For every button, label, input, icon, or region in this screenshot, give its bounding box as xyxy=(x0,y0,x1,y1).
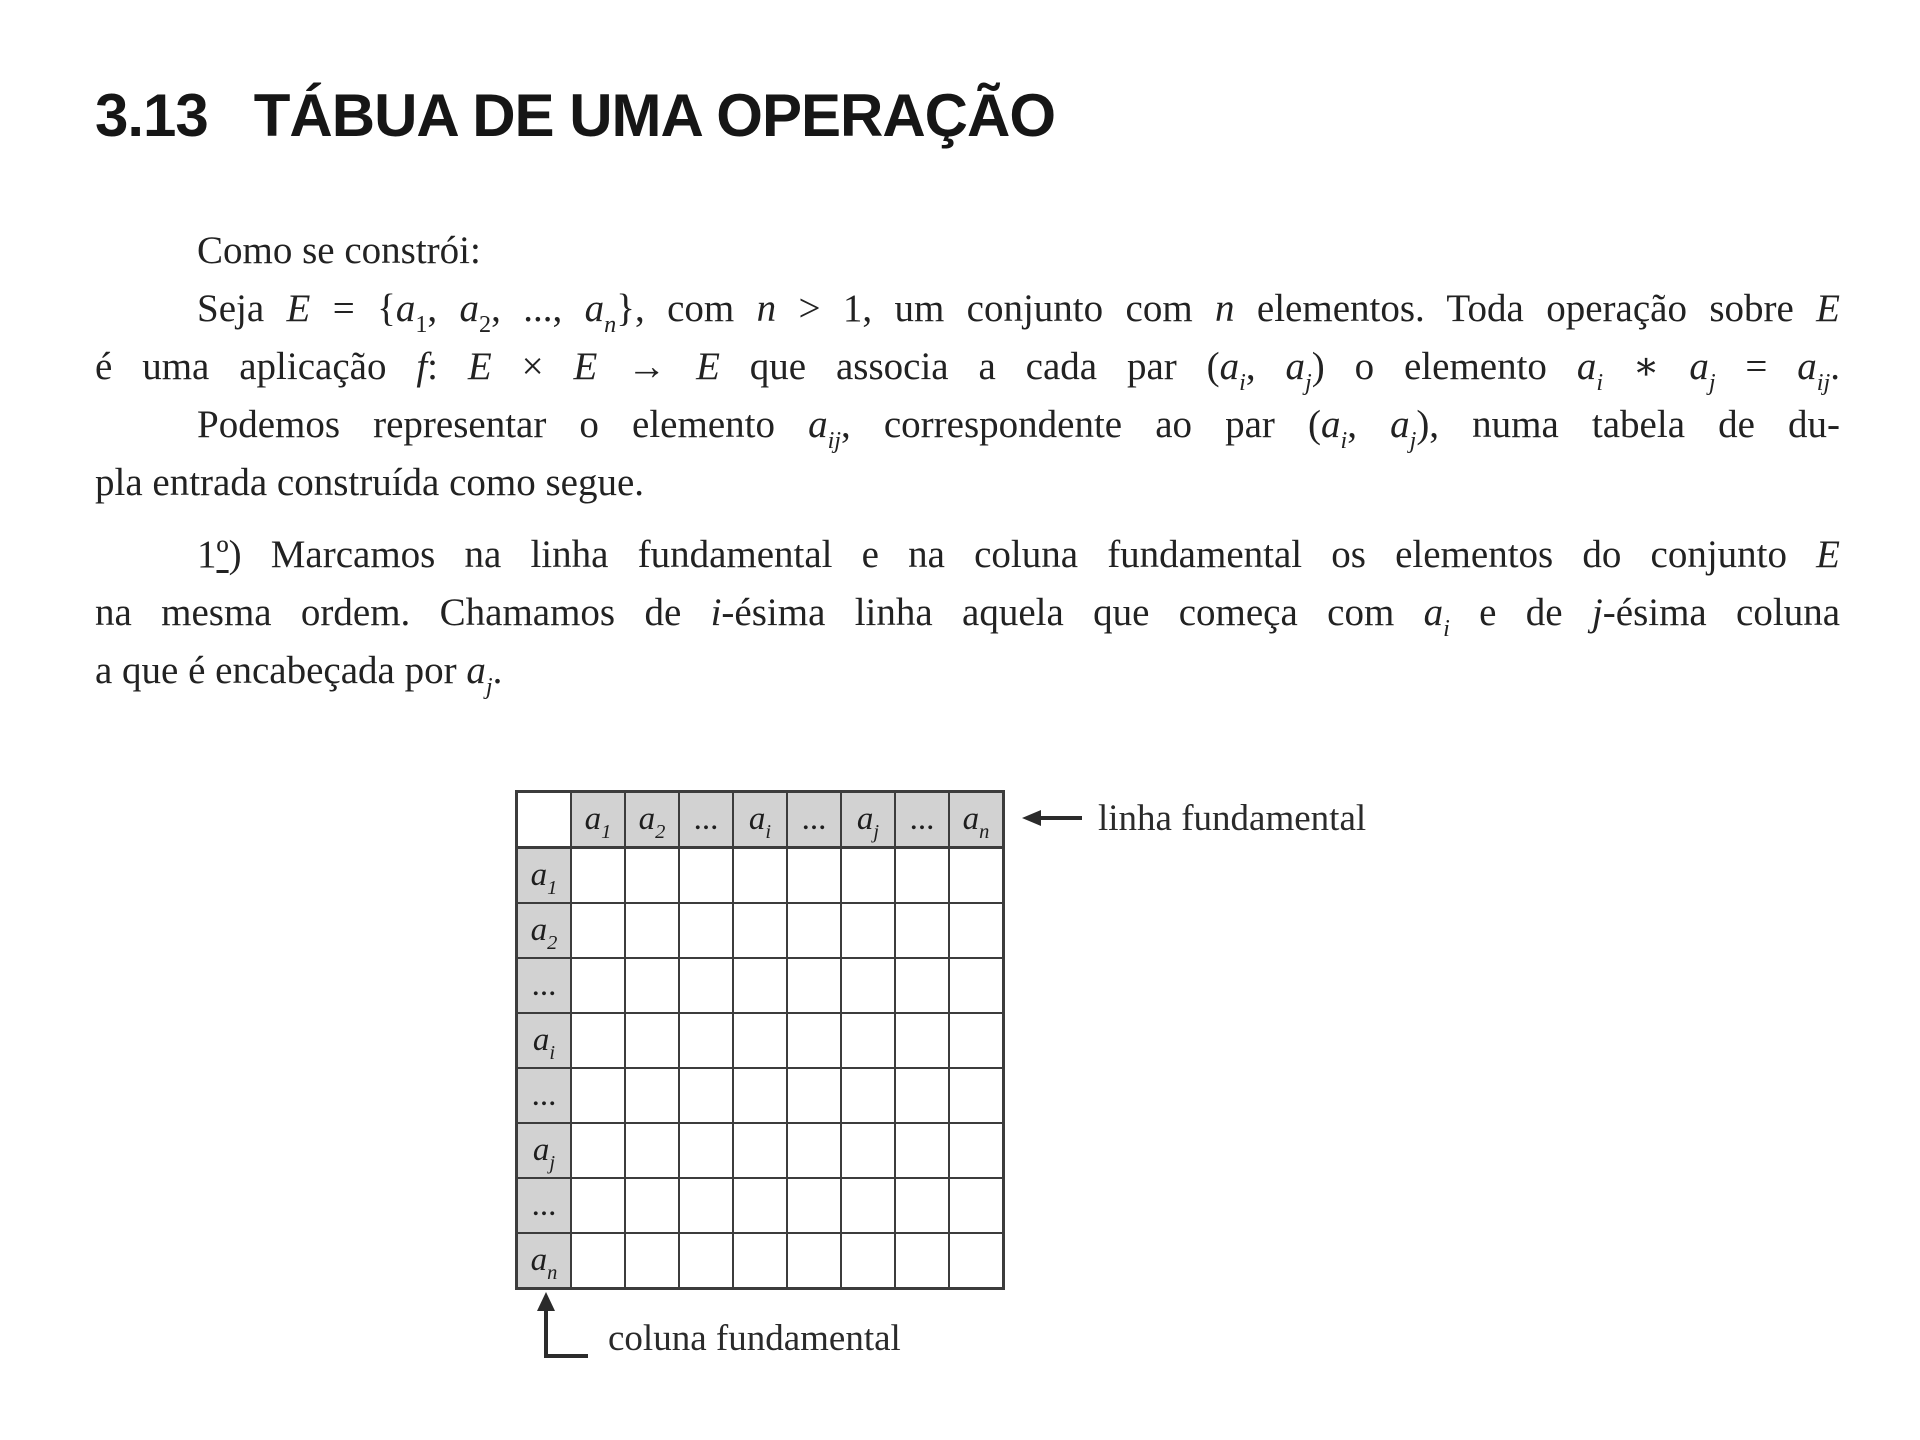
body-cell xyxy=(679,958,733,1013)
body-cell xyxy=(625,903,679,958)
row-header-cell: $a_i$ xyxy=(517,1013,572,1068)
row-header-cell: $a_j$ xyxy=(517,1123,572,1178)
row-header-cell: $a_n$ xyxy=(517,1233,572,1289)
body-cell xyxy=(895,1013,949,1068)
body-text xyxy=(95,222,1840,700)
body-line: Como se constrói: xyxy=(197,229,481,272)
body-cell xyxy=(949,1178,1004,1233)
linha-fundamental-label: linha fundamental xyxy=(1098,797,1367,839)
body-cell xyxy=(787,903,841,958)
body-cell xyxy=(679,848,733,904)
body-cell xyxy=(571,848,625,904)
row-header-cell: $a_1$ xyxy=(517,848,572,904)
body-cell xyxy=(841,1068,895,1123)
column-header-cell: $a_j$ xyxy=(841,792,895,848)
body-cell xyxy=(787,848,841,904)
body-cell xyxy=(625,1178,679,1233)
body-cell xyxy=(679,1178,733,1233)
body-cell xyxy=(733,1068,787,1123)
column-header-cell: $a_i$ xyxy=(733,792,787,848)
body-cell xyxy=(571,1068,625,1123)
body-cell xyxy=(895,903,949,958)
body-cell xyxy=(625,1123,679,1178)
body-cell xyxy=(679,1068,733,1123)
row-header-cell: ... xyxy=(517,1178,572,1233)
operation-table xyxy=(515,790,1005,1290)
body-cell xyxy=(841,958,895,1013)
body-cell xyxy=(625,958,679,1013)
body-cell xyxy=(733,1123,787,1178)
body-cell xyxy=(841,1123,895,1178)
body-cell xyxy=(949,1013,1004,1068)
row-header-cell: $a_2$ xyxy=(517,903,572,958)
body-cell xyxy=(949,1233,1004,1289)
section-number: 3.13 xyxy=(95,82,208,149)
body-cell xyxy=(571,958,625,1013)
column-header-cell: ... xyxy=(787,792,841,848)
body-cell xyxy=(733,958,787,1013)
body-cell xyxy=(787,958,841,1013)
body-cell xyxy=(841,1233,895,1289)
column-header-cell: $a_n$ xyxy=(949,792,1004,848)
body-line: pla entrada construída como segue. xyxy=(95,461,645,504)
body-cell xyxy=(787,1178,841,1233)
body-cell xyxy=(733,1178,787,1233)
body-cell xyxy=(571,903,625,958)
linha-fundamental-annotation xyxy=(1022,790,1366,846)
body-cell xyxy=(571,1178,625,1233)
column-header-cell: ... xyxy=(679,792,733,848)
body-line: 1º) Marcamos na linha fundamental e na coluna fundamental os elementos do conjunto E xyxy=(197,533,1840,576)
row-header-cell: ... xyxy=(517,1068,572,1123)
body-cell xyxy=(949,1123,1004,1178)
column-header-cell: ... xyxy=(895,792,949,848)
page-title: TÁBUA DE UMA OPERAÇÃO xyxy=(253,82,1055,149)
body-cell xyxy=(571,1233,625,1289)
body-cell xyxy=(841,903,895,958)
body-line: Podemos representar o elemento $a_{ij}$, correspondente ao par ($a_i$, $a_j$), numa tabela de du- xyxy=(197,403,1841,454)
coluna-fundamental-annotation xyxy=(532,1292,901,1362)
body-cell xyxy=(679,1233,733,1289)
body-cell xyxy=(787,1233,841,1289)
body-cell xyxy=(841,1013,895,1068)
section-heading xyxy=(95,82,1055,149)
body-cell xyxy=(733,1013,787,1068)
row-header-cell: ... xyxy=(517,958,572,1013)
body-cell xyxy=(895,1123,949,1178)
body-cell xyxy=(895,1178,949,1233)
body-line: na mesma ordem. Chamamos de i-ésima linha aquela que começa com $a_i$ e de j-ésima coluna xyxy=(95,591,1841,642)
body-cell xyxy=(841,848,895,904)
up-corner-arrow-icon xyxy=(532,1292,590,1362)
body-cell xyxy=(949,848,1004,904)
table-corner-cell xyxy=(517,792,572,848)
body-cell xyxy=(625,1233,679,1289)
column-header-cell: $a_2$ xyxy=(625,792,679,848)
body-cell xyxy=(787,1123,841,1178)
column-header-cell: $a_1$ xyxy=(571,792,625,848)
body-line: Seja $E = \{a_1$, $a_2$, ..., $a_n$}, com n > 1, um conjunto com n elementos. Toda operação sobre E xyxy=(197,287,1840,338)
body-cell xyxy=(841,1178,895,1233)
body-cell xyxy=(895,848,949,904)
coluna-fundamental-label: coluna fundamental xyxy=(608,1318,901,1359)
body-cell xyxy=(895,1068,949,1123)
body-cell xyxy=(571,1123,625,1178)
body-cell xyxy=(895,1233,949,1289)
left-arrow-icon xyxy=(1022,808,1082,828)
body-cell xyxy=(625,848,679,904)
body-cell xyxy=(733,903,787,958)
body-cell xyxy=(733,1233,787,1289)
body-cell xyxy=(949,1068,1004,1123)
body-cell xyxy=(949,903,1004,958)
body-cell xyxy=(625,1068,679,1123)
body-cell xyxy=(949,958,1004,1013)
body-line: a que é encabeçada por $a_j$. xyxy=(95,649,503,700)
body-cell xyxy=(787,1013,841,1068)
body-cell xyxy=(733,848,787,904)
body-cell xyxy=(625,1013,679,1068)
body-cell xyxy=(679,1123,733,1178)
body-line: é uma aplicação f: E × E → E que associa a cada par ($a_i$, $a_j$) o elemento $a_i$ ∗ $a_j = a_{ij}$. xyxy=(95,345,1840,396)
body-cell xyxy=(571,1013,625,1068)
body-cell xyxy=(787,1068,841,1123)
body-cell xyxy=(679,903,733,958)
body-cell xyxy=(679,1013,733,1068)
body-cell xyxy=(895,958,949,1013)
